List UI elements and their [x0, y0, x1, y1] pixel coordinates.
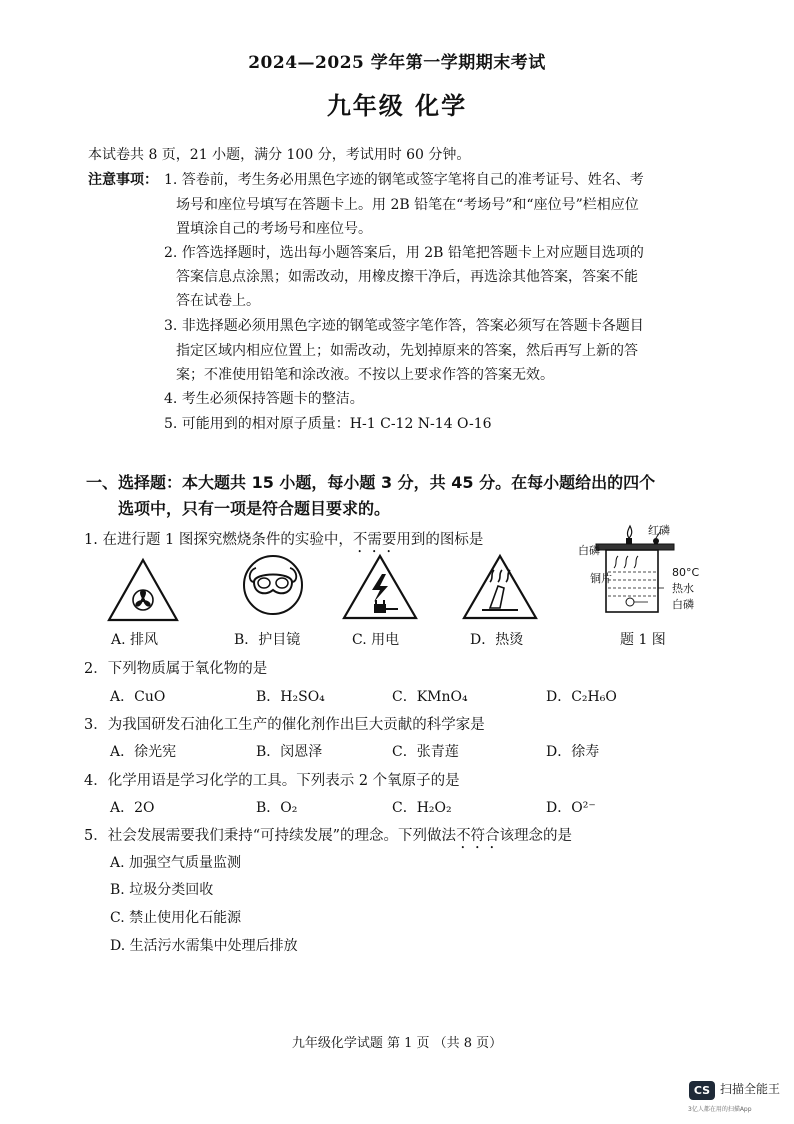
electric-plug-icon [340, 552, 420, 624]
page-footer: 九年级化学试题 第 1 页 （共 8 页） [291, 1036, 503, 1051]
note-line: 答案信息点涂黑；如需改动，用橡皮擦干净后，再选涂其他答案，答案不能 [176, 269, 638, 285]
option-b[interactable]: B．O₂ [256, 800, 298, 816]
option-d[interactable]: D．C₂H₆O [546, 689, 617, 705]
note-line: 答在试卷上。 [176, 293, 260, 309]
section-heading: 一、选择题：本大题共 15 小题，每小题 3 分，共 45 分。在每小题给出的四个 [86, 473, 656, 492]
section-heading: 选项中，只有一项是符合题目要求的。 [118, 499, 391, 518]
option-c[interactable]: C．张青莲 [392, 744, 459, 760]
subject-title: 九年级 化学 [326, 91, 468, 120]
option-b[interactable]: B．闵恩泽 [256, 744, 323, 760]
option-a[interactable]: A．2O [110, 800, 155, 816]
figure-label: 80°C [672, 566, 700, 579]
option-a[interactable]: A．CuO [110, 689, 166, 705]
note-line: 4. 考生必须保持答题卡的整洁。 [164, 391, 364, 407]
fan-icon [105, 556, 181, 624]
question-5-stem: 5．社会发展需要我们秉持“可持续发展”的理念。下列做法不符合该理念的是 [84, 828, 573, 844]
hot-surface-icon [460, 552, 540, 624]
option-d[interactable]: D．徐寿 [546, 744, 600, 760]
scanner-app-name: 扫描全能王 [720, 1082, 781, 1096]
question-3-stem: 3．为我国研发石油化工生产的催化剂作出巨大贡献的科学家是 [84, 717, 485, 733]
figure-label: 白磷 [672, 598, 694, 611]
option-c[interactable]: C．KMnO₄ [392, 689, 468, 705]
question-2-stem: 2．下列物质属于氧化物的是 [84, 661, 268, 677]
option-b[interactable]: B．护目镜 [234, 632, 301, 648]
question-4-stem: 4．化学用语是学习化学的工具。下列表示 2 个氧原子的是 [84, 773, 460, 789]
note-line: 指定区域内相应位置上；如需改动，先划掉原来的答案，然后再写上新的答 [176, 343, 638, 359]
option-d[interactable]: D．热烫 [470, 632, 524, 648]
figure-label: 铜片 [590, 572, 612, 585]
note-line: 1. 答卷前，考生务必用黑色字迹的钢笔或签字笔将自己的准考证号、姓名、考 [164, 172, 644, 188]
option-c[interactable]: C. 禁止使用化石能源 [110, 910, 242, 926]
scanner-app-tagline: 3亿人都在用的扫描App [688, 1106, 752, 1113]
figure-label: 热水 [672, 582, 694, 595]
option-c[interactable]: C. 用电 [352, 632, 400, 648]
note-line: 3. 非选择题必须用黑色字迹的钢笔或签字笔作答，答案必须写在答题卡各题目 [164, 318, 644, 334]
option-a[interactable]: A. 排风 [111, 632, 159, 648]
option-c[interactable]: C．H₂O₂ [392, 800, 452, 816]
note-line: 场号和座位号填写在答题卡上。用 2B 铅笔在“考场号”和“座位号”栏相应位 [176, 197, 639, 213]
note-line: 5. 可能用到的相对原子质量：H-1 C-12 N-14 O-16 [164, 416, 492, 432]
figure-label: 白磷 [578, 544, 600, 557]
figure-label: 红磷 [648, 524, 670, 537]
note-line: 案；不准使用铅笔和涂改液。不按以上要求作答的答案无效。 [176, 367, 554, 383]
exam-intro: 本试卷共 8 页，21 小题，满分 100 分，考试用时 60 分钟。 [88, 147, 471, 163]
option-b[interactable]: B．H₂SO₄ [256, 689, 325, 705]
exam-title: 2024—2025 学年第一学期期末考试 [248, 53, 546, 73]
note-line: 2. 作答选择题时，选出每小题答案后，用 2B 铅笔把答题卡上对应题目选项的 [164, 245, 644, 261]
question-1-stem: 1. 在进行题 1 图探究燃烧条件的实验中，不需要用到的图标是 [84, 532, 484, 548]
goggles-icon [240, 552, 306, 618]
option-a[interactable]: A．徐光宪 [110, 744, 177, 760]
option-d[interactable]: D. 生活污水需集中处理后排放 [110, 938, 298, 954]
figure-caption: 题 1 图 [620, 632, 666, 648]
scanner-logo-icon: CS [689, 1081, 715, 1100]
option-d[interactable]: D．O²⁻ [546, 800, 596, 816]
option-a[interactable]: A. 加强空气质量监测 [110, 855, 242, 871]
notes-label: 注意事项： [88, 172, 158, 188]
option-b[interactable]: B. 垃圾分类回收 [110, 882, 214, 898]
note-line: 置填涂自己的考场号和座位号。 [176, 221, 372, 237]
